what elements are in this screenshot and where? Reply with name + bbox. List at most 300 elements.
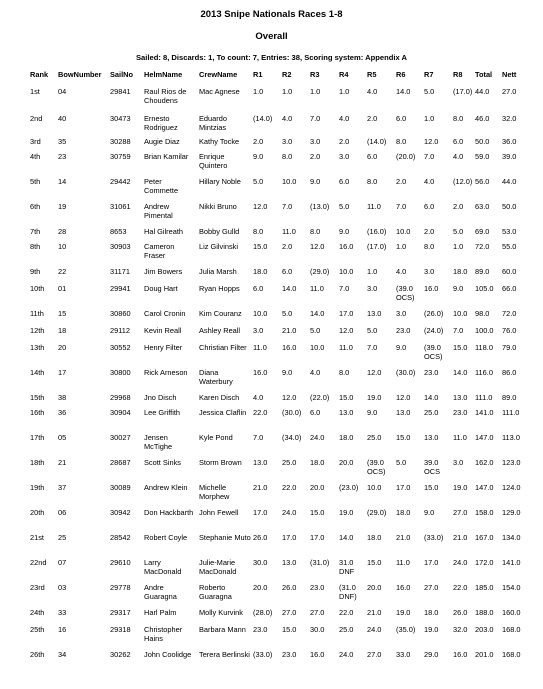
cell-r1: 4.0: [253, 393, 264, 402]
cell-crew-name: Diana Waterbury: [199, 368, 233, 386]
column-header-nett: Nett: [502, 70, 517, 79]
cell-helm-name: Hal Gilreath: [144, 227, 184, 236]
cell-r2: 12.0: [282, 393, 297, 402]
cell-r2: 16.0: [282, 343, 297, 352]
cell-rank: 9th: [30, 267, 41, 276]
cell-nett: 55.0: [502, 242, 517, 251]
cell-helm-name: Raul Rios de Choudens: [144, 87, 187, 105]
cell-helm-name: Kevin Reall: [144, 326, 182, 335]
cell-r4: 10.0: [339, 267, 354, 276]
cell-r1: 8.0: [253, 227, 264, 236]
cell-sail-no: 29442: [110, 177, 131, 186]
cell-bow-number: 28: [58, 227, 67, 236]
cell-helm-name: Jno Disch: [144, 393, 177, 402]
cell-r2: 22.0: [282, 483, 297, 492]
cell-r3: 14.0: [310, 309, 325, 318]
cell-r5: 27.0: [367, 650, 382, 659]
cell-bow-number: 06: [58, 508, 67, 517]
cell-bow-number: 15: [58, 309, 67, 318]
cell-nett: 134.0: [502, 533, 521, 542]
cell-r1: 11.0: [253, 343, 267, 352]
cell-r2: 23.0: [282, 650, 297, 659]
cell-total: 56.0: [475, 177, 490, 186]
cell-total: 141.0: [475, 408, 494, 417]
cell-r7: 12.0: [424, 137, 439, 146]
cell-helm-name: Brian Kamilar: [144, 152, 189, 161]
cell-rank: 22nd: [30, 558, 47, 567]
cell-r3: 24.0: [310, 433, 325, 442]
cell-crew-name: Barbara Mann: [199, 625, 246, 634]
cell-r2: 14.0: [282, 284, 297, 293]
cell-sail-no: 30860: [110, 309, 131, 318]
cell-r8: 5.0: [453, 227, 464, 236]
cell-r3: 12.0: [310, 242, 325, 251]
cell-bow-number: 01: [58, 284, 67, 293]
cell-r6: 10.0: [396, 227, 411, 236]
cell-r6: 21.0: [396, 533, 411, 542]
cell-r3: (22.0): [310, 393, 330, 402]
cell-r2: 17.0: [282, 533, 297, 542]
cell-r1: 6.0: [253, 284, 264, 293]
cell-crew-name: Molly Kurvink: [199, 608, 243, 617]
cell-r2: 1.0: [282, 87, 293, 96]
cell-bow-number: 21: [58, 458, 67, 467]
cell-bow-number: 22: [58, 267, 67, 276]
cell-r2: 26.0: [282, 583, 297, 592]
cell-total: 98.0: [475, 309, 490, 318]
cell-r7: (24.0): [424, 326, 444, 335]
cell-sail-no: 29841: [110, 87, 131, 96]
cell-r5: 24.0: [367, 625, 382, 634]
cell-r5: (29.0): [367, 508, 387, 517]
cell-r5: 12.0: [367, 368, 382, 377]
cell-helm-name: John Coolidge: [144, 650, 192, 659]
cell-r5: 13.0: [367, 309, 382, 318]
cell-r2: 7.0: [282, 202, 293, 211]
cell-r6: 11.0: [396, 558, 410, 567]
cell-crew-name: Nikki Bruno: [199, 202, 237, 211]
cell-r8: 26.0: [453, 608, 468, 617]
cell-r2: 13.0: [282, 558, 297, 567]
cell-helm-name: Andrew Pimental: [144, 202, 173, 220]
cell-total: 111.0: [475, 393, 493, 402]
cell-r4: 18.0: [339, 433, 354, 442]
cell-r6: (35.0): [396, 625, 416, 634]
cell-helm-name: Doug Hart: [144, 284, 178, 293]
cell-r3: 15.0: [310, 508, 325, 517]
cell-sail-no: 30473: [110, 114, 131, 123]
cell-r8: 22.0: [453, 583, 468, 592]
cell-r6: 13.0: [396, 408, 411, 417]
cell-r1: (14.0): [253, 114, 273, 123]
cell-total: 100.0: [475, 326, 494, 335]
cell-r7: 6.0: [424, 202, 435, 211]
cell-nett: 79.0: [502, 343, 517, 352]
cell-r5: (16.0): [367, 227, 387, 236]
cell-crew-name: Hillary Noble: [199, 177, 241, 186]
cell-r3: 8.0: [310, 227, 321, 236]
cell-helm-name: Andrew Klein: [144, 483, 188, 492]
cell-r4: (23.0): [339, 483, 359, 492]
cell-r4: 6.0: [339, 177, 350, 186]
cell-bow-number: 37: [58, 483, 67, 492]
cell-crew-name: Julie-Marie MacDonald: [199, 558, 237, 576]
cell-rank: 2nd: [30, 114, 43, 123]
cell-helm-name: Carol Cronin: [144, 309, 186, 318]
cell-rank: 25th: [30, 625, 45, 634]
cell-r1: 18.0: [253, 267, 268, 276]
cell-r3: 18.0: [310, 458, 325, 467]
cell-rank: 6th: [30, 202, 41, 211]
series-summary: Sailed: 8, Discards: 1, To count: 7, Entries: 38, Scoring system: Appendix A: [135, 53, 408, 62]
cell-nett: 50.0: [502, 202, 517, 211]
column-header-r5: R5: [367, 70, 377, 79]
cell-r3: 17.0: [310, 533, 325, 542]
cell-total: 201.0: [475, 650, 494, 659]
cell-bow-number: 16: [58, 625, 67, 634]
cell-r2: 9.0: [282, 368, 293, 377]
cell-sail-no: 8653: [110, 227, 127, 236]
cell-r8: 8.0: [453, 114, 464, 123]
cell-sail-no: 30262: [110, 650, 131, 659]
cell-nett: 124.0: [502, 483, 521, 492]
cell-sail-no: 29317: [110, 608, 131, 617]
cell-r8: (12.0): [453, 177, 473, 186]
cell-r8: 32.0: [453, 625, 468, 634]
cell-r7: 19.0: [424, 625, 439, 634]
cell-crew-name: Storm Brown: [199, 458, 242, 467]
cell-r8: 23.0: [453, 408, 468, 417]
page-subtitle: Overall: [255, 31, 288, 42]
cell-r1: 20.0: [253, 583, 268, 592]
cell-r1: 15.0: [253, 242, 268, 251]
cell-sail-no: 30288: [110, 137, 131, 146]
cell-rank: 16th: [30, 408, 45, 417]
cell-sail-no: 31061: [110, 202, 131, 211]
cell-r4: 11.0: [339, 343, 353, 352]
cell-r1: 5.0: [253, 177, 264, 186]
cell-r7: 15.0: [424, 483, 439, 492]
cell-nett: 27.0: [502, 87, 517, 96]
cell-bow-number: 19: [58, 202, 67, 211]
cell-r6: 12.0: [396, 393, 411, 402]
cell-crew-name: Enrique Quintero: [199, 152, 228, 170]
cell-r5: 25.0: [367, 433, 382, 442]
cell-r6: (39.0 OCS): [396, 284, 415, 302]
cell-nett: 160.0: [502, 608, 521, 617]
cell-r1: 16.0: [253, 368, 268, 377]
cell-r4: 9.0: [339, 227, 350, 236]
cell-r3: 4.0: [310, 368, 321, 377]
cell-r1: (28.0): [253, 608, 273, 617]
cell-nett: 76.0: [502, 326, 517, 335]
cell-r8: 27.0: [453, 508, 468, 517]
column-header-r4: R4: [339, 70, 349, 79]
cell-bow-number: 33: [58, 608, 67, 617]
cell-nett: 53.0: [502, 227, 517, 236]
cell-nett: 60.0: [502, 267, 517, 276]
cell-crew-name: Jessica Claflin: [199, 408, 247, 417]
column-header-r8: R8: [453, 70, 463, 79]
cell-r4: 22.0: [339, 608, 354, 617]
cell-r8: 16.0: [453, 650, 468, 659]
cell-helm-name: Don Hackbarth: [144, 508, 194, 517]
cell-nett: 129.0: [502, 508, 521, 517]
cell-r4: 31.0 DNF: [339, 558, 355, 576]
column-header-rank: Rank: [30, 70, 49, 79]
cell-r3: 16.0: [310, 650, 325, 659]
page-title: 2013 Snipe Nationals Races 1-8: [200, 9, 343, 20]
cell-crew-name: Bobby Gulld: [199, 227, 240, 236]
cell-r7: 25.0: [424, 408, 439, 417]
cell-r7: 8.0: [424, 242, 435, 251]
cell-r5: 3.0: [367, 284, 378, 293]
cell-r2: 24.0: [282, 508, 297, 517]
cell-r5: 20.0: [367, 583, 382, 592]
cell-rank: 15th: [30, 393, 45, 402]
column-header-crew-name: CrewName: [199, 70, 238, 79]
cell-r6: 23.0: [396, 326, 411, 335]
cell-r5: 11.0: [367, 202, 381, 211]
cell-r4: 16.0: [339, 242, 354, 251]
cell-r3: 5.0: [310, 326, 321, 335]
cell-r7: (26.0): [424, 309, 444, 318]
cell-total: 116.0: [475, 368, 493, 377]
cell-r2: 27.0: [282, 608, 297, 617]
cell-bow-number: 36: [58, 408, 67, 417]
cell-rank: 3rd: [30, 137, 41, 146]
cell-rank: 17th: [30, 433, 45, 442]
cell-r1: 12.0: [253, 202, 268, 211]
cell-sail-no: 29941: [110, 284, 131, 293]
cell-r7: (33.0): [424, 533, 444, 542]
cell-r7: 9.0: [424, 508, 435, 517]
column-header-bow-number: BowNumber: [58, 70, 102, 79]
cell-r6: (30.0): [396, 368, 416, 377]
cell-crew-name: Ashley Reall: [199, 326, 241, 335]
cell-r4: 4.0: [339, 114, 350, 123]
cell-bow-number: 38: [58, 393, 67, 402]
cell-r4: (31.0 DNF): [339, 583, 357, 601]
cell-helm-name: Robert Coyle: [144, 533, 188, 542]
cell-helm-name: Cameron Fraser: [144, 242, 175, 260]
cell-total: 89.0: [475, 267, 490, 276]
cell-r2: 10.0: [282, 177, 297, 186]
cell-sail-no: 30904: [110, 408, 131, 417]
cell-sail-no: 28542: [110, 533, 131, 542]
cell-bow-number: 10: [58, 242, 67, 251]
cell-r7: 23.0: [424, 368, 439, 377]
cell-r8: 14.0: [453, 368, 468, 377]
cell-sail-no: 30800: [110, 368, 131, 377]
cell-r4: 13.0: [339, 408, 354, 417]
cell-helm-name: Larry MacDonald: [144, 558, 182, 576]
cell-r7: 1.0: [424, 114, 435, 123]
cell-r1: 3.0: [253, 326, 264, 335]
cell-nett: 44.0: [502, 177, 517, 186]
cell-r8: 18.0: [453, 267, 468, 276]
column-header-total: Total: [475, 70, 493, 79]
cell-crew-name: Eduardo Mintzias: [199, 114, 227, 132]
cell-sail-no: 30942: [110, 508, 131, 517]
cell-rank: 10th: [30, 284, 45, 293]
cell-r8: 7.0: [453, 326, 464, 335]
cell-crew-name: Terera Berlinski: [199, 650, 250, 659]
cell-rank: 11th: [30, 309, 44, 318]
cell-r4: 1.0: [339, 87, 350, 96]
cell-crew-name: Liz Gilvinski: [199, 242, 239, 251]
cell-bow-number: 18: [58, 326, 67, 335]
cell-r7: 7.0: [424, 152, 435, 161]
cell-r5: (14.0): [367, 137, 387, 146]
cell-total: 50.0: [475, 137, 490, 146]
cell-bow-number: 17: [58, 368, 67, 377]
cell-r3: (13.0): [310, 202, 330, 211]
cell-total: 158.0: [475, 508, 494, 517]
cell-r7: 2.0: [424, 227, 435, 236]
cell-rank: 7th: [30, 227, 41, 236]
cell-sail-no: 30903: [110, 242, 131, 251]
cell-helm-name: Lee Griffith: [144, 408, 181, 417]
cell-r8: 6.0: [453, 137, 464, 146]
cell-rank: 14th: [30, 368, 45, 377]
cell-crew-name: Julia Marsh: [199, 267, 237, 276]
cell-r8: 3.0: [453, 458, 464, 467]
cell-nett: 123.0: [502, 458, 521, 467]
cell-r8: 9.0: [453, 284, 464, 293]
cell-r6: 6.0: [396, 114, 407, 123]
cell-r8: 10.0: [453, 309, 468, 318]
cell-total: 172.0: [475, 558, 494, 567]
cell-r7: 14.0: [424, 393, 439, 402]
cell-r6: 1.0: [396, 242, 407, 251]
cell-r1: 2.0: [253, 137, 264, 146]
cell-r5: 15.0: [367, 558, 382, 567]
cell-crew-name: Roberto Guaragna: [199, 583, 232, 601]
cell-r5: (39.0 OCS): [367, 458, 386, 476]
cell-helm-name: Andre Guaragna: [144, 583, 177, 601]
cell-r7: 3.0: [424, 267, 435, 276]
cell-bow-number: 05: [58, 433, 67, 442]
cell-crew-name: Ryan Hopps: [199, 284, 240, 293]
cell-r4: 8.0: [339, 368, 350, 377]
cell-r7: 18.0: [424, 608, 439, 617]
cell-r2: 2.0: [282, 242, 293, 251]
cell-nett: 111.0: [502, 408, 520, 417]
cell-r6: 15.0: [396, 433, 411, 442]
cell-sail-no: 30027: [110, 433, 131, 442]
cell-sail-no: 29112: [110, 326, 131, 335]
column-header-r6: R6: [396, 70, 406, 79]
cell-r7: 13.0: [424, 433, 439, 442]
cell-r1: 7.0: [253, 433, 264, 442]
cell-sail-no: 30759: [110, 152, 131, 161]
cell-r2: 21.0: [282, 326, 297, 335]
cell-total: 162.0: [475, 458, 494, 467]
cell-helm-name: Jensen McTighe: [144, 433, 173, 451]
cell-r1: 30.0: [253, 558, 268, 567]
cell-r3: 23.0: [310, 583, 325, 592]
cell-r4: 20.0: [339, 458, 354, 467]
cell-r2: 11.0: [282, 227, 296, 236]
cell-r2: 4.0: [282, 114, 293, 123]
cell-sail-no: 30089: [110, 483, 131, 492]
cell-helm-name: Harl Palm: [144, 608, 177, 617]
column-header-r2: R2: [282, 70, 292, 79]
cell-r8: 13.0: [453, 393, 468, 402]
cell-crew-name: Kim Couranz: [199, 309, 242, 318]
cell-r2: 3.0: [282, 137, 293, 146]
cell-r4: 15.0: [339, 393, 354, 402]
cell-r1: 26.0: [253, 533, 268, 542]
cell-r3: 27.0: [310, 608, 325, 617]
cell-r2: 15.0: [282, 625, 297, 634]
cell-nett: 154.0: [502, 583, 521, 592]
cell-r4: 14.0: [339, 533, 354, 542]
cell-crew-name: Christian Filter: [199, 343, 247, 352]
cell-nett: 39.0: [502, 152, 517, 161]
cell-r5: 5.0: [367, 326, 378, 335]
cell-nett: 36.0: [502, 137, 517, 146]
cell-r3: 10.0: [310, 343, 325, 352]
cell-crew-name: Kathy Tocke: [199, 137, 240, 146]
cell-nett: 89.0: [502, 393, 517, 402]
cell-r2: 6.0: [282, 267, 293, 276]
cell-helm-name: Christopher Hains: [144, 625, 183, 643]
cell-total: 59.0: [475, 152, 490, 161]
cell-r7: 16.0: [424, 284, 439, 293]
cell-r6: 2.0: [396, 177, 407, 186]
cell-r5: 21.0: [367, 608, 382, 617]
cell-r3: 1.0: [310, 87, 321, 96]
cell-helm-name: Jim Bowers: [144, 267, 183, 276]
cell-r4: 12.0: [339, 326, 354, 335]
cell-bow-number: 40: [58, 114, 67, 123]
cell-r4: 17.0: [339, 309, 354, 318]
cell-total: 118.0: [475, 343, 493, 352]
cell-r2: (30.0): [282, 408, 302, 417]
cell-r8: 24.0: [453, 558, 468, 567]
cell-r1: 22.0: [253, 408, 268, 417]
cell-helm-name: Peter Commette: [144, 177, 179, 195]
cell-nett: 168.0: [502, 650, 521, 659]
cell-sail-no: 29610: [110, 558, 131, 567]
cell-r6: 17.0: [396, 483, 411, 492]
column-header-helm-name: HelmName: [144, 70, 183, 79]
cell-r3: 2.0: [310, 152, 321, 161]
cell-r4: 2.0: [339, 137, 350, 146]
cell-r1: 21.0: [253, 483, 268, 492]
cell-r8: 11.0: [453, 433, 467, 442]
cell-bow-number: 04: [58, 87, 67, 96]
cell-r7: 17.0: [424, 558, 439, 567]
cell-r5: 19.0: [367, 393, 382, 402]
cell-total: 147.0: [475, 483, 494, 492]
column-header-r7: R7: [424, 70, 434, 79]
cell-nett: 168.0: [502, 625, 521, 634]
cell-r1: 13.0: [253, 458, 268, 467]
cell-r6: (20.0): [396, 152, 416, 161]
cell-rank: 13th: [30, 343, 45, 352]
cell-rank: 19th: [30, 483, 45, 492]
cell-r8: 21.0: [453, 533, 468, 542]
cell-helm-name: Augie Diaz: [144, 137, 180, 146]
cell-bow-number: 07: [58, 558, 67, 567]
cell-crew-name: Kyle Pond: [199, 433, 233, 442]
cell-r3: 6.0: [310, 408, 321, 417]
cell-sail-no: 29968: [110, 393, 131, 402]
cell-bow-number: 23: [58, 152, 67, 161]
